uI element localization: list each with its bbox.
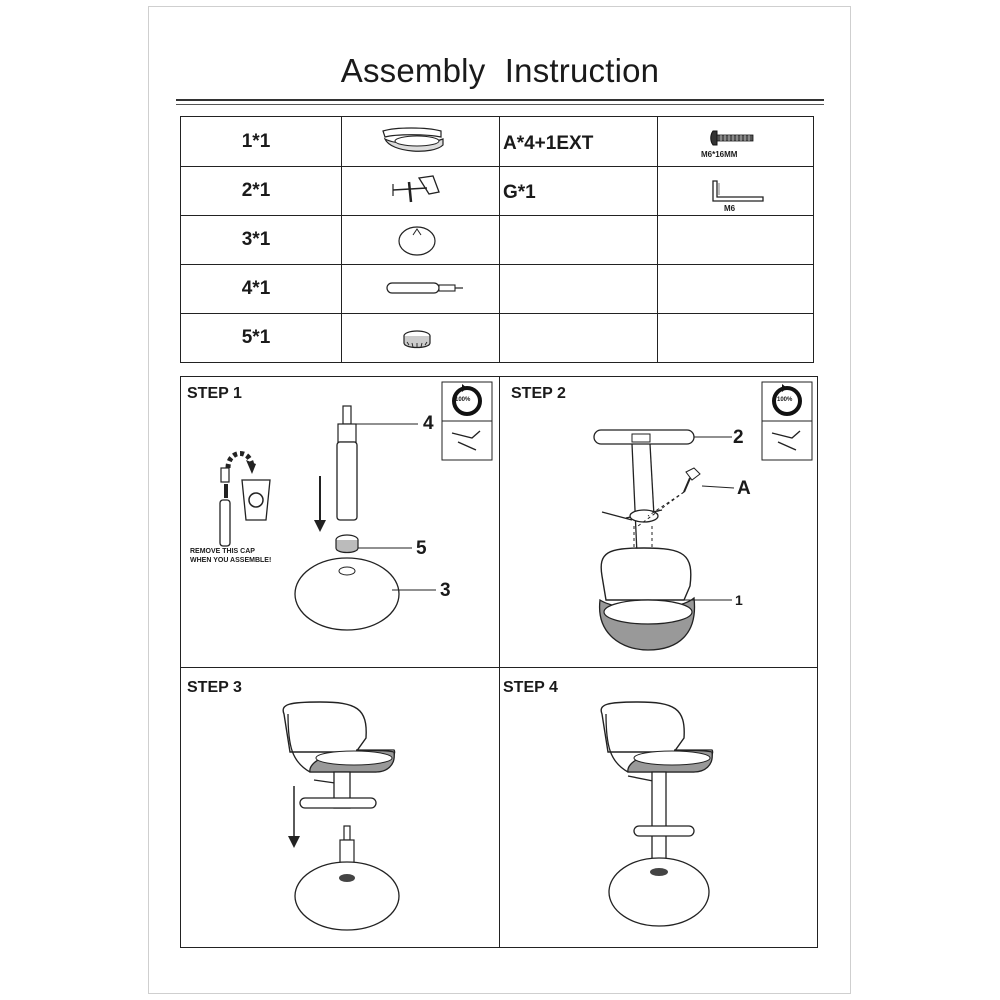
remove-cap-note-line2: WHEN YOU ASSEMBLE! [190,557,272,564]
base-icon [397,225,437,257]
callout-2: 2 [733,427,744,448]
step-2-illustration [498,376,818,666]
part-3-qty: 3*1 [241,229,271,250]
table-col-divider [341,117,342,362]
callout-3: 3 [440,580,451,601]
step-4-illustration [498,666,818,948]
callout-a: A [737,478,751,499]
bolt-size-label: M6*16MM [701,150,738,159]
callout-1: 1 [735,592,743,608]
allen-key-size-label: M6 [724,204,736,213]
step-1-illustration [180,376,498,666]
step-2-label: STEP 2 [511,385,566,402]
table-row-divider [181,313,813,314]
part-1-qty: 1*1 [241,131,271,152]
hardware-g-code: G*1 [503,182,536,203]
title-rule [176,99,824,101]
page-title: Assembly Instruction [340,52,660,89]
allen-key-icon [711,179,767,203]
step-3-label: STEP 3 [187,679,242,696]
callout-5: 5 [416,538,427,559]
remove-cap-note-line1: REMOVE THIS CAP [190,548,255,555]
part-5-qty: 5*1 [241,327,271,348]
hardware-a-code: A*4+1EXT [503,133,594,154]
step-3-illustration [180,666,498,948]
title-rule-thin [176,104,824,105]
parts-table [180,116,814,363]
seat-shell-icon [381,125,451,159]
step-1-label: STEP 1 [187,385,242,402]
footrest-icon [389,172,449,208]
table-row-divider [181,215,813,216]
table-row-divider [181,166,813,167]
bolt-icon [711,127,757,149]
gas-cylinder-icon [385,280,465,296]
part-4-qty: 4*1 [241,278,271,299]
table-row-divider [181,264,813,265]
table-col-divider [499,117,500,362]
callout-4: 4 [423,413,434,434]
rotate-badge-label: 100% [455,397,471,403]
table-col-divider [657,117,658,362]
part-2-qty: 2*1 [241,180,271,201]
step-4-label: STEP 4 [503,679,558,696]
rotate-badge-label: 100% [777,397,793,403]
bearing-ring-icon [401,329,433,351]
